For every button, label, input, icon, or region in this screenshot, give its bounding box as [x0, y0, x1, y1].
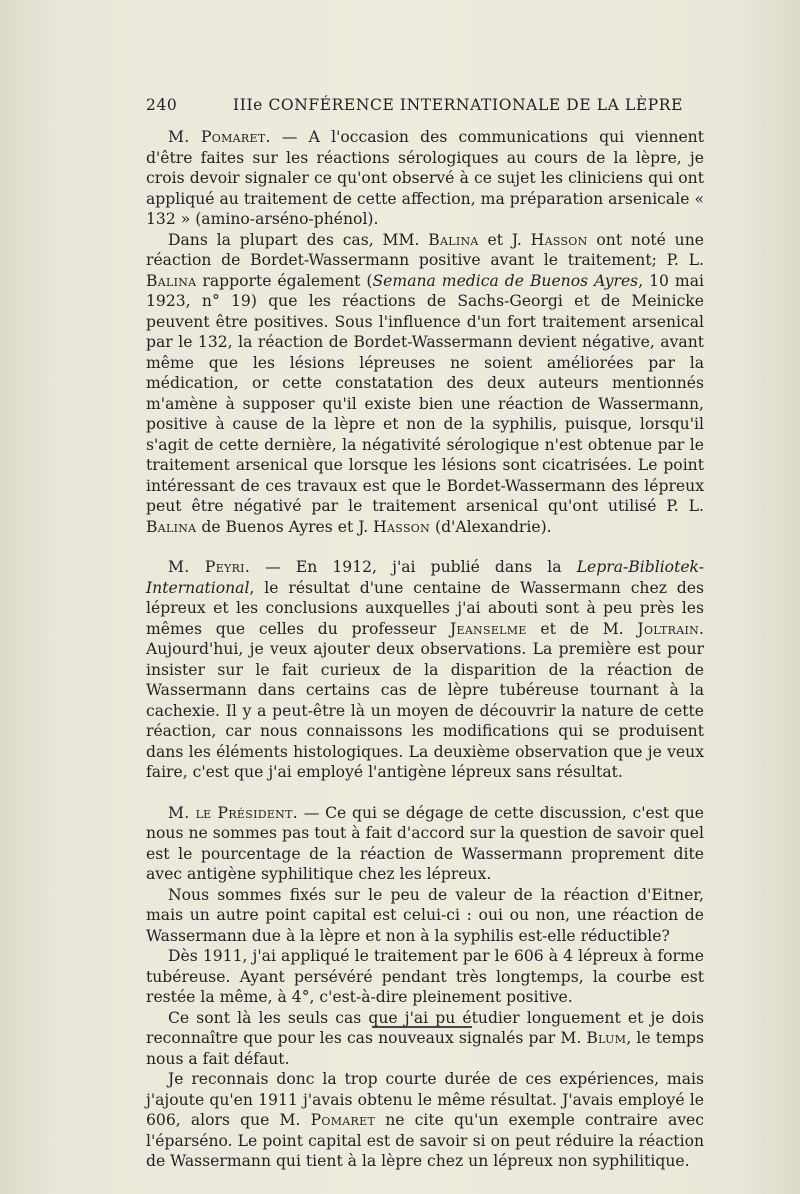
author-name: Jeanselme: [449, 619, 527, 638]
paragraph-text: Dès 1911, j'ai appliqué le traitement par le 606 à 4 lépreux à forme tubéreuse. Ayant persévéré pendant très longtemps, la courbe est restée la même, à 4°, c'est-à-dire pleinement positive.: [146, 947, 704, 1006]
text-run: Je reconnais donc la trop courte durée de ces expériences, mais j'ajoute qu'en 1911 j'avais obtenu le même résultat. J'avais employé le 606, alors que M.: [146, 1070, 704, 1129]
author-name: Hasson: [373, 517, 431, 536]
author-name: Blum: [586, 1029, 627, 1047]
text-run: (d'Alexandrie).: [430, 517, 552, 536]
text-run: et J.: [478, 230, 531, 249]
journal-title: Semana medica de Buenos Ayres: [372, 271, 639, 290]
speaker-name: M. Pomaret.: [168, 128, 271, 146]
text-run: . Aujourd'hui, je veux ajouter deux observations. La première est pour insister sur le fait curieux de la disparition de la réaction de Wassermann dans certains cas de lèpre tubéreuse tournant à la cachexie. Il y a peut-être là un moyen de découvrir la nature de cette réaction, car nous connaissons les modifications qui se produisent dans les éléments histologiques. La deuxième observation que je veux faire, c'est que j'ai employé l'antigène lépreux sans résultat.: [146, 619, 704, 781]
text-run: Dans la plupart des cas, MM.: [168, 230, 429, 249]
journal-title: Lepra-Bibliotek-International: [146, 558, 705, 597]
text-run: , le temps nous a fait défaut.: [146, 1029, 704, 1068]
paragraph-blum: [146, 1008, 704, 1070]
text-run: Ce sont là les seuls cas que j'ai pu étudier longuement et je dois reconnaître que pour les cas nouveaux signalés par M.: [146, 1008, 704, 1047]
paragraph-text: — Ce qui se dégage de cette discussion, c'est que nous ne sommes pas tout à fait d'accord sur la question de savoir quel est le pourcentage de la réaction de Wassermann proprement dite avec antigène syphilitique chez les lépreux.: [146, 803, 704, 883]
speaker-name: M. le Président.: [168, 803, 299, 822]
paragraph-text: Nous sommes fixés sur le peu de valeur de la réaction d'Eitner, mais un autre point capital est celui-ci : oui ou non, une réaction de Wassermann due à la lèpre et non à la syphilis est-elle réductible?: [146, 885, 704, 945]
page-number: 240: [146, 96, 178, 114]
text-run: , le résultat d'une centaine de Wassermann chez des lépreux et les conclusions auxquelles j'ai abouti sont à peu près les mêmes que celles du professeur: [146, 578, 704, 638]
page-header: [146, 96, 683, 118]
section-divider: [372, 1026, 472, 1028]
text-run: , 10 mai 1923, n° 19) que les réactions de Sachs-Georgi et de Meinicke peuvent être positives. Sous l'influence d'un fort traitement arsenical par le 132, la réaction de Bordet-Wassermann devient négative, avant même que les lésions lépreuses ne soient améliorées par la médication, or cette constatation des deux auteurs mentionnés m'amène à supposer qu'il existe bien une réaction de Wassermann, positive à cause de la lèpre et non de la syphilis, puisque, lorsqu'il s'agit de cette dernière, la négativité sérologique n'est obtenue par le traitement arsenical que lorsque les lésions sont cicatrisées. Le point intéressant de ces travaux est que le Bordet-Wassermann des lépreux peut être négativé par le traitement arsenical qu'ont utilisé P. L.: [146, 271, 704, 515]
text-run: ont noté une réaction de Bordet-Wassermann positive avant le traitement; P. L.: [146, 230, 704, 269]
speaker-name: M. Peyri.: [168, 558, 251, 576]
author-name: Hasson: [530, 230, 588, 249]
text-run: — En 1912, j'ai publié dans la: [250, 558, 577, 576]
text-run: de Buenos Ayres et J.: [196, 517, 374, 536]
author-name: Joltrain: [637, 619, 700, 638]
running-title: IIIe CONFÉRENCE INTERNATIONALE DE LA LÈPRE: [233, 96, 683, 114]
paragraph-conclusion: [146, 1069, 704, 1172]
paragraph-peyri: [146, 557, 704, 783]
text-run: et de M.: [526, 619, 638, 638]
author-name: Balina: [146, 271, 197, 290]
text-run: ne cite qu'un exemple contraire avec l'éparséno. Le point capital est de savoir si on peut réduire la réaction de Wassermann qui tient à la lèpre chez un lépreux non syphilitique.: [146, 1111, 705, 1170]
author-name: Balina: [428, 230, 479, 249]
body-text: [146, 127, 704, 1172]
paragraph-text: — A l'occasion des communications qui viennent d'être faites sur les réactions sérologiques au cours de la lèpre, je crois devoir signaler ce qu'ont observé à ce sujet les cliniciens qui ont appliqué au traitement de cette affection, ma préparation arsenicale « 132 » (amino-arséno-phénol).: [146, 128, 704, 228]
author-name: Balina: [146, 517, 197, 536]
paragraph-eitner: [146, 885, 704, 947]
text-run: rapporte également (: [196, 271, 373, 290]
paragraph-pomaret: [146, 127, 704, 230]
paragraph-606-treatment: [146, 946, 704, 1008]
author-name: Pomaret: [310, 1111, 376, 1129]
paragraph-balina-hasson: [146, 230, 704, 538]
paragraph-president: [146, 803, 704, 885]
